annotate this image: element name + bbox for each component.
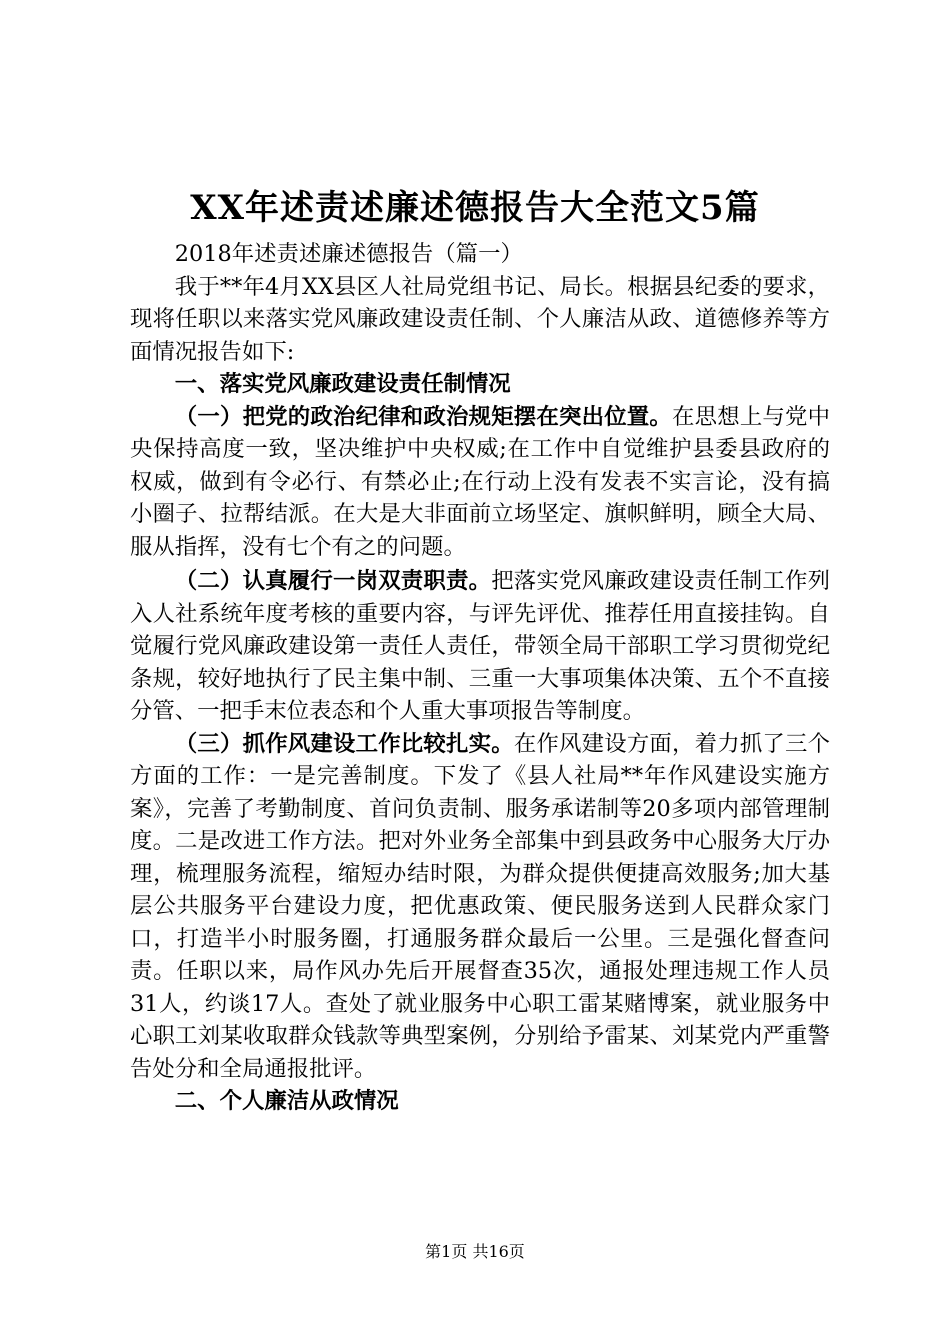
report-subtitle: 2018年述责述廉述德报告（篇一） [174,241,523,267]
section-heading-1: 一、落实党风廉政建设责任制情况 [174,371,511,397]
paragraph-3-text: 在作风建设方面，着力抓了三个方面的工作：一是完善制度。下发了《县人社局**年作风建设实施方案》，完善了考勤制度、首问负责制、服务承诺制等20多项内部管理制度。二是改进工作方法。把对外业务全部集中到县政务中心服务大厅办理，梳理服务流程，缩短办结时限，为群众提供便捷高效服务;加大基层公共服务平台建设力度，把优惠政策、便民服务送到人民群众家门口，打造半小时服务圈，打通服务群众最后一公里。三是强化督查问责。任职以来，局作风办先后开展督查35次，通报处理违规工作人员31人，约谈17人。查处了就业服务中心职工雷某赌博案，就业服务中心职工刘某收取群众钱款等典型案例，分别给予雷某、刘某党内严重警告处分和全局通报批评。 [130,730,831,1082]
paragraph-2-lead: （二）认真履行一岗双责职责。 [174,568,492,594]
paragraph-1-text: 在思想上与党中央保持高度一致，坚决维护中央权威;在工作中自觉维护县委县政府的权威，做到有令必行、有禁必止;在行动上没有发表不实言论，没有搞小圈子、拉帮结派。在大是大非面前立场坚定、旗帜鲜明，顾全大局、服从指挥，没有七个有之的问题。 [130,403,831,560]
paragraph-3-lead: （三）抓作风建设工作比较扎实。 [174,730,514,757]
document-body [130,238,830,1118]
paragraph-2 [130,565,830,728]
section-heading-2: 二、个人廉洁从政情况 [174,1088,399,1114]
paragraph-3 [130,728,830,1086]
page-footer: 第1页 共16页 [425,1242,525,1261]
document-title: XX年述责述廉述德报告大全范文5篇 [190,188,760,228]
paragraph-1 [130,401,830,564]
paragraph-2-text: 把落实党风廉政建设责任制工作列入人社系统年度考核的重要内容，与评先评优、推荐任用直接挂钩。自觉履行党风廉政建设第一责任人责任，带领全局干部职工学习贯彻党纪条规，较好地执行了民主集中制、三重一大事项集体决策、五个不直接分管、一把手末位表态和个人重大事项报告等制度。 [130,568,830,724]
paragraph-1-lead: （一）把党的政治纪律和政治规矩摆在突出位置。 [174,403,673,430]
intro-paragraph: 我于**年4月XX县区人社局党组书记、局长。根据县纪委的要求，现将任职以来落实党风廉政建设责任制、个人廉洁从政、道德修养等方面情况报告如下: [130,273,830,365]
